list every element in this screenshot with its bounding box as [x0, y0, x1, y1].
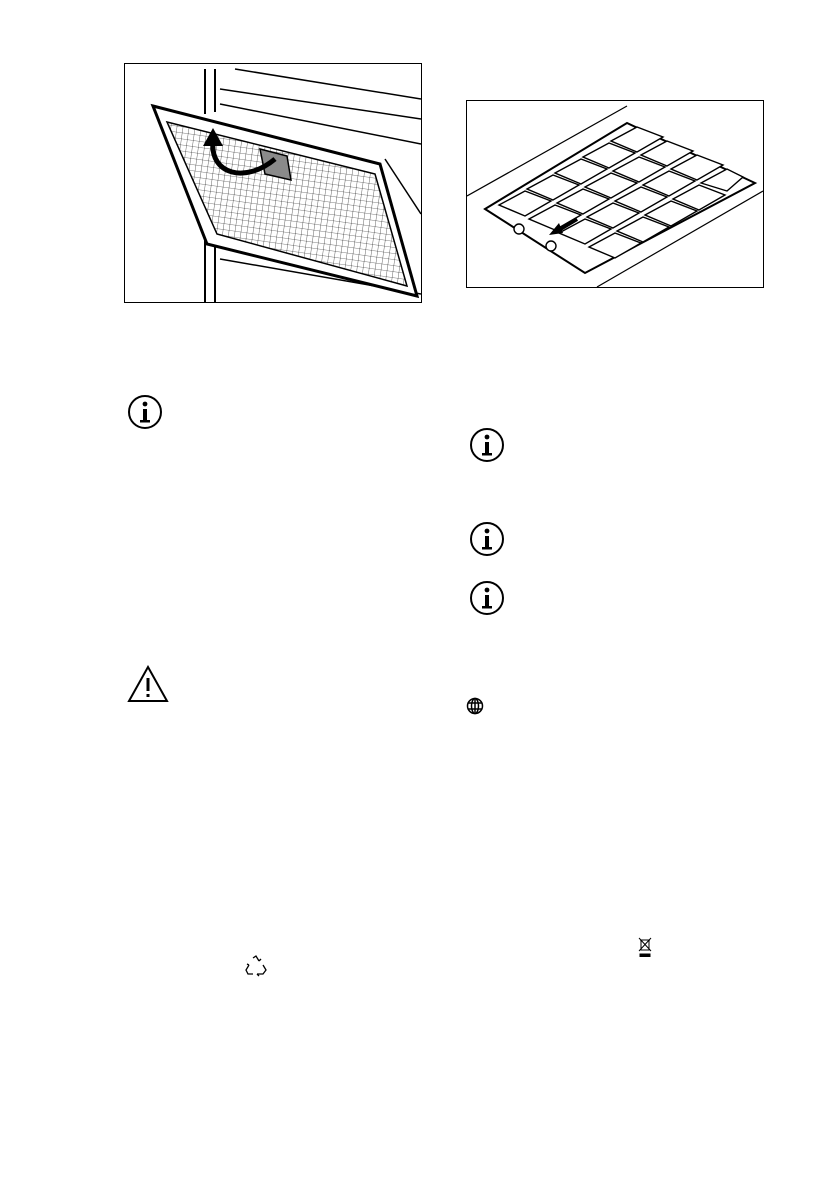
- warning-icon: [127, 665, 169, 703]
- grease-filter-removal-illustration: [124, 63, 422, 303]
- crossed-bin-icon: [638, 937, 652, 957]
- info-icon: [469, 580, 505, 616]
- globe-icon: [466, 697, 484, 715]
- info-icon: [469, 521, 505, 557]
- info-icon: [127, 394, 163, 430]
- info-icon: [469, 427, 505, 463]
- charcoal-filter-illustration: [466, 100, 764, 288]
- recycle-icon: [244, 954, 268, 978]
